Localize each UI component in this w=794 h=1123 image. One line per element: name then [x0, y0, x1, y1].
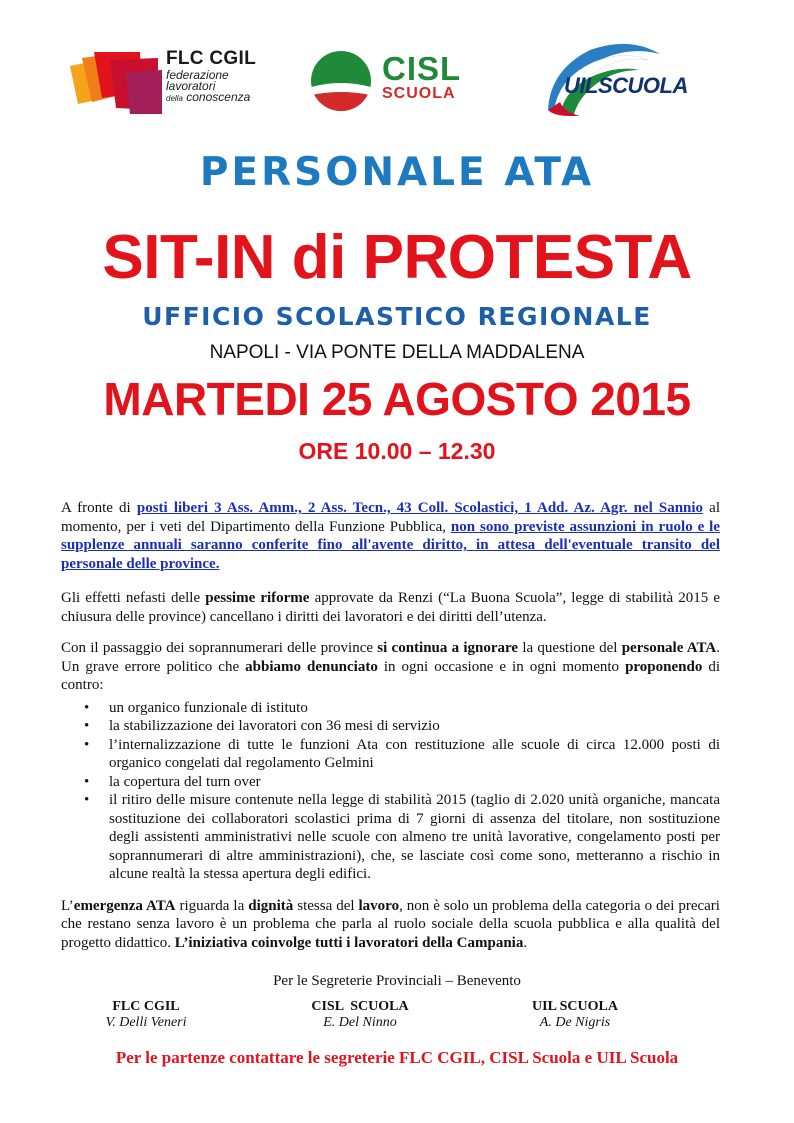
text-run: al momento, per i veti del Dipartimento della Funzione Pubblica,: [61, 500, 721, 535]
signature-org: CISL SCUOLA: [311, 999, 409, 1014]
uil-wordmark: UILSCUOLA: [564, 73, 688, 98]
text-run: A fronte di: [61, 500, 137, 516]
proposals-list: [61, 699, 720, 884]
paragraph-soprannumerari: [61, 639, 720, 695]
list-item: • il ritiro delle misure contenute nella legge di stabilità 2015 (taglio di 2.020 unità organiche, mancata sostituzione dei collaboratori scolastici prima di 7 giorni di assenza del titolare, non sostituzione degli assistenti amministrativi nelle scuole con almeno tre unità lavorative, congelamento posti per soprannumerari di altre amministrazioni), che, se lasciate così come sono, metteranno a rischio in alcune realtà la stessa apertura degli edifici.: [109, 791, 720, 884]
link-posti-liberi[interactable]: posti liberi 3 Ass. Amm., 2 Ass. Tecn., 43 Coll. Scolastici, 1 Add. Az. Agr. nel Sannio: [136, 500, 704, 516]
heading-sit-in: SIT-IN di PROTESTA: [102, 223, 692, 292]
text-run: approvate da Renzi (“La Buona Scuola”, legge di stabilità 2015 e chiusura delle province) cancellano i diritti dei lavoratori e dei diritti dell’utenza.: [61, 590, 720, 625]
flc-cgil-logo: [70, 48, 260, 118]
heading-location: NAPOLI - VIA PONTE DELLA MADDALENA: [209, 342, 585, 363]
text-run: . Un grave errore politico che: [61, 640, 720, 675]
uil-scuola-logo: [540, 40, 720, 120]
flc-line3: conoscenza: [186, 90, 251, 104]
text-bold: si continua a ignorare: [377, 640, 519, 656]
cisl-scuola-logo: [308, 48, 488, 118]
text-run: .: [523, 934, 528, 951]
signature-org: FLC CGIL: [112, 999, 180, 1014]
signature-intro: Per le Segreterie Provinciali – Benevento: [273, 973, 521, 989]
flc-line2: lavoratori: [166, 79, 216, 93]
signature-name: A. De Nigris: [539, 1015, 611, 1030]
signature-name: E. Del Ninno: [323, 1015, 397, 1030]
cisl-wordmark: [382, 52, 461, 103]
text-bold: dignità: [248, 897, 294, 914]
text-bold: abbiamo denunciato: [245, 658, 378, 675]
text-bold: pessime riforme: [205, 590, 310, 606]
cisl-title: CISL: [382, 50, 462, 87]
paragraph-riforme: [61, 589, 720, 626]
text-bold: proponendo: [625, 658, 703, 675]
signature-uil: [475, 999, 675, 1031]
signature-flc: [46, 999, 246, 1031]
list-item: • la stabilizzazione dei lavoratori con 36 mesi di servizio: [109, 717, 720, 736]
flc-cgil-mark-icon: [70, 52, 166, 114]
flc-cgil-title: FLC CGIL: [166, 48, 256, 69]
cisl-sub: SCUOLA: [382, 85, 456, 102]
text-run: Con il passaggio dei soprannumerari delle province: [61, 640, 378, 656]
text-run: di contro:: [61, 658, 721, 693]
text-run: Gli effetti nefasti delle: [61, 590, 206, 606]
text-bold: L’iniziativa coinvolge tutti i lavoratori della Campania: [174, 934, 524, 951]
text-bold: lavoro: [358, 897, 400, 914]
paragraph-posti: [61, 499, 720, 573]
text-run: riguarda la: [175, 897, 249, 914]
body-content: [61, 499, 720, 965]
signature-org: UIL SCUOLA: [532, 999, 618, 1014]
signature-name: V. Delli Veneri: [105, 1015, 187, 1030]
list-item: • la copertura del turn over: [109, 773, 720, 792]
flc-line3-small: della: [166, 94, 183, 103]
text-bold: emergenza ATA: [73, 897, 176, 914]
link-assunzioni[interactable]: non sono previste assunzioni in ruolo e le supplenze annuali saranno conferite fino all'avente diritto, in attesa dell'eventuale transito del personale delle province.: [61, 518, 721, 572]
heading-personale-ata: PERSONALE ATA: [199, 150, 595, 195]
flc-line1: federazione: [166, 68, 229, 82]
text-run: L’: [61, 897, 74, 914]
list-item: • un organico funzionale di istituto: [109, 699, 720, 718]
heading-time: ORE 10.00 – 12.30: [298, 438, 496, 464]
text-run: stessa del: [293, 897, 359, 914]
text-run: , non è solo un problema della categoria o dei precari che restano senza lavoro è un problema che parla al ruolo sociale della scuola pubblica e alla qualità del progetto didattico.: [61, 897, 720, 951]
logo-strip: [0, 38, 794, 118]
paragraph-emergenza: [61, 897, 720, 953]
text-run: in ogni occasione e in ogni momento: [377, 658, 626, 675]
text-run: la questione del: [518, 640, 622, 656]
heading-ufficio: UFFICIO SCOLASTICO REGIONALE: [142, 302, 652, 331]
heading-date: MARTEDI 25 AGOSTO 2015: [103, 373, 691, 425]
flc-cgil-wordmark: [166, 48, 256, 104]
list-item: • l’internalizzazione di tutte le funzioni Ata con restituzione alle scuole di circa 12.000 posti di organico congelati dal regolamento Gelmini: [109, 736, 720, 773]
footer-contact: Per le partenze contattare le segreterie FLC CGIL, CISL Scuola e UIL Scuola: [115, 1048, 679, 1067]
cisl-flag-circle-icon: [308, 48, 374, 114]
signature-cisl: [260, 999, 460, 1031]
text-bold: personale ATA: [621, 640, 717, 656]
